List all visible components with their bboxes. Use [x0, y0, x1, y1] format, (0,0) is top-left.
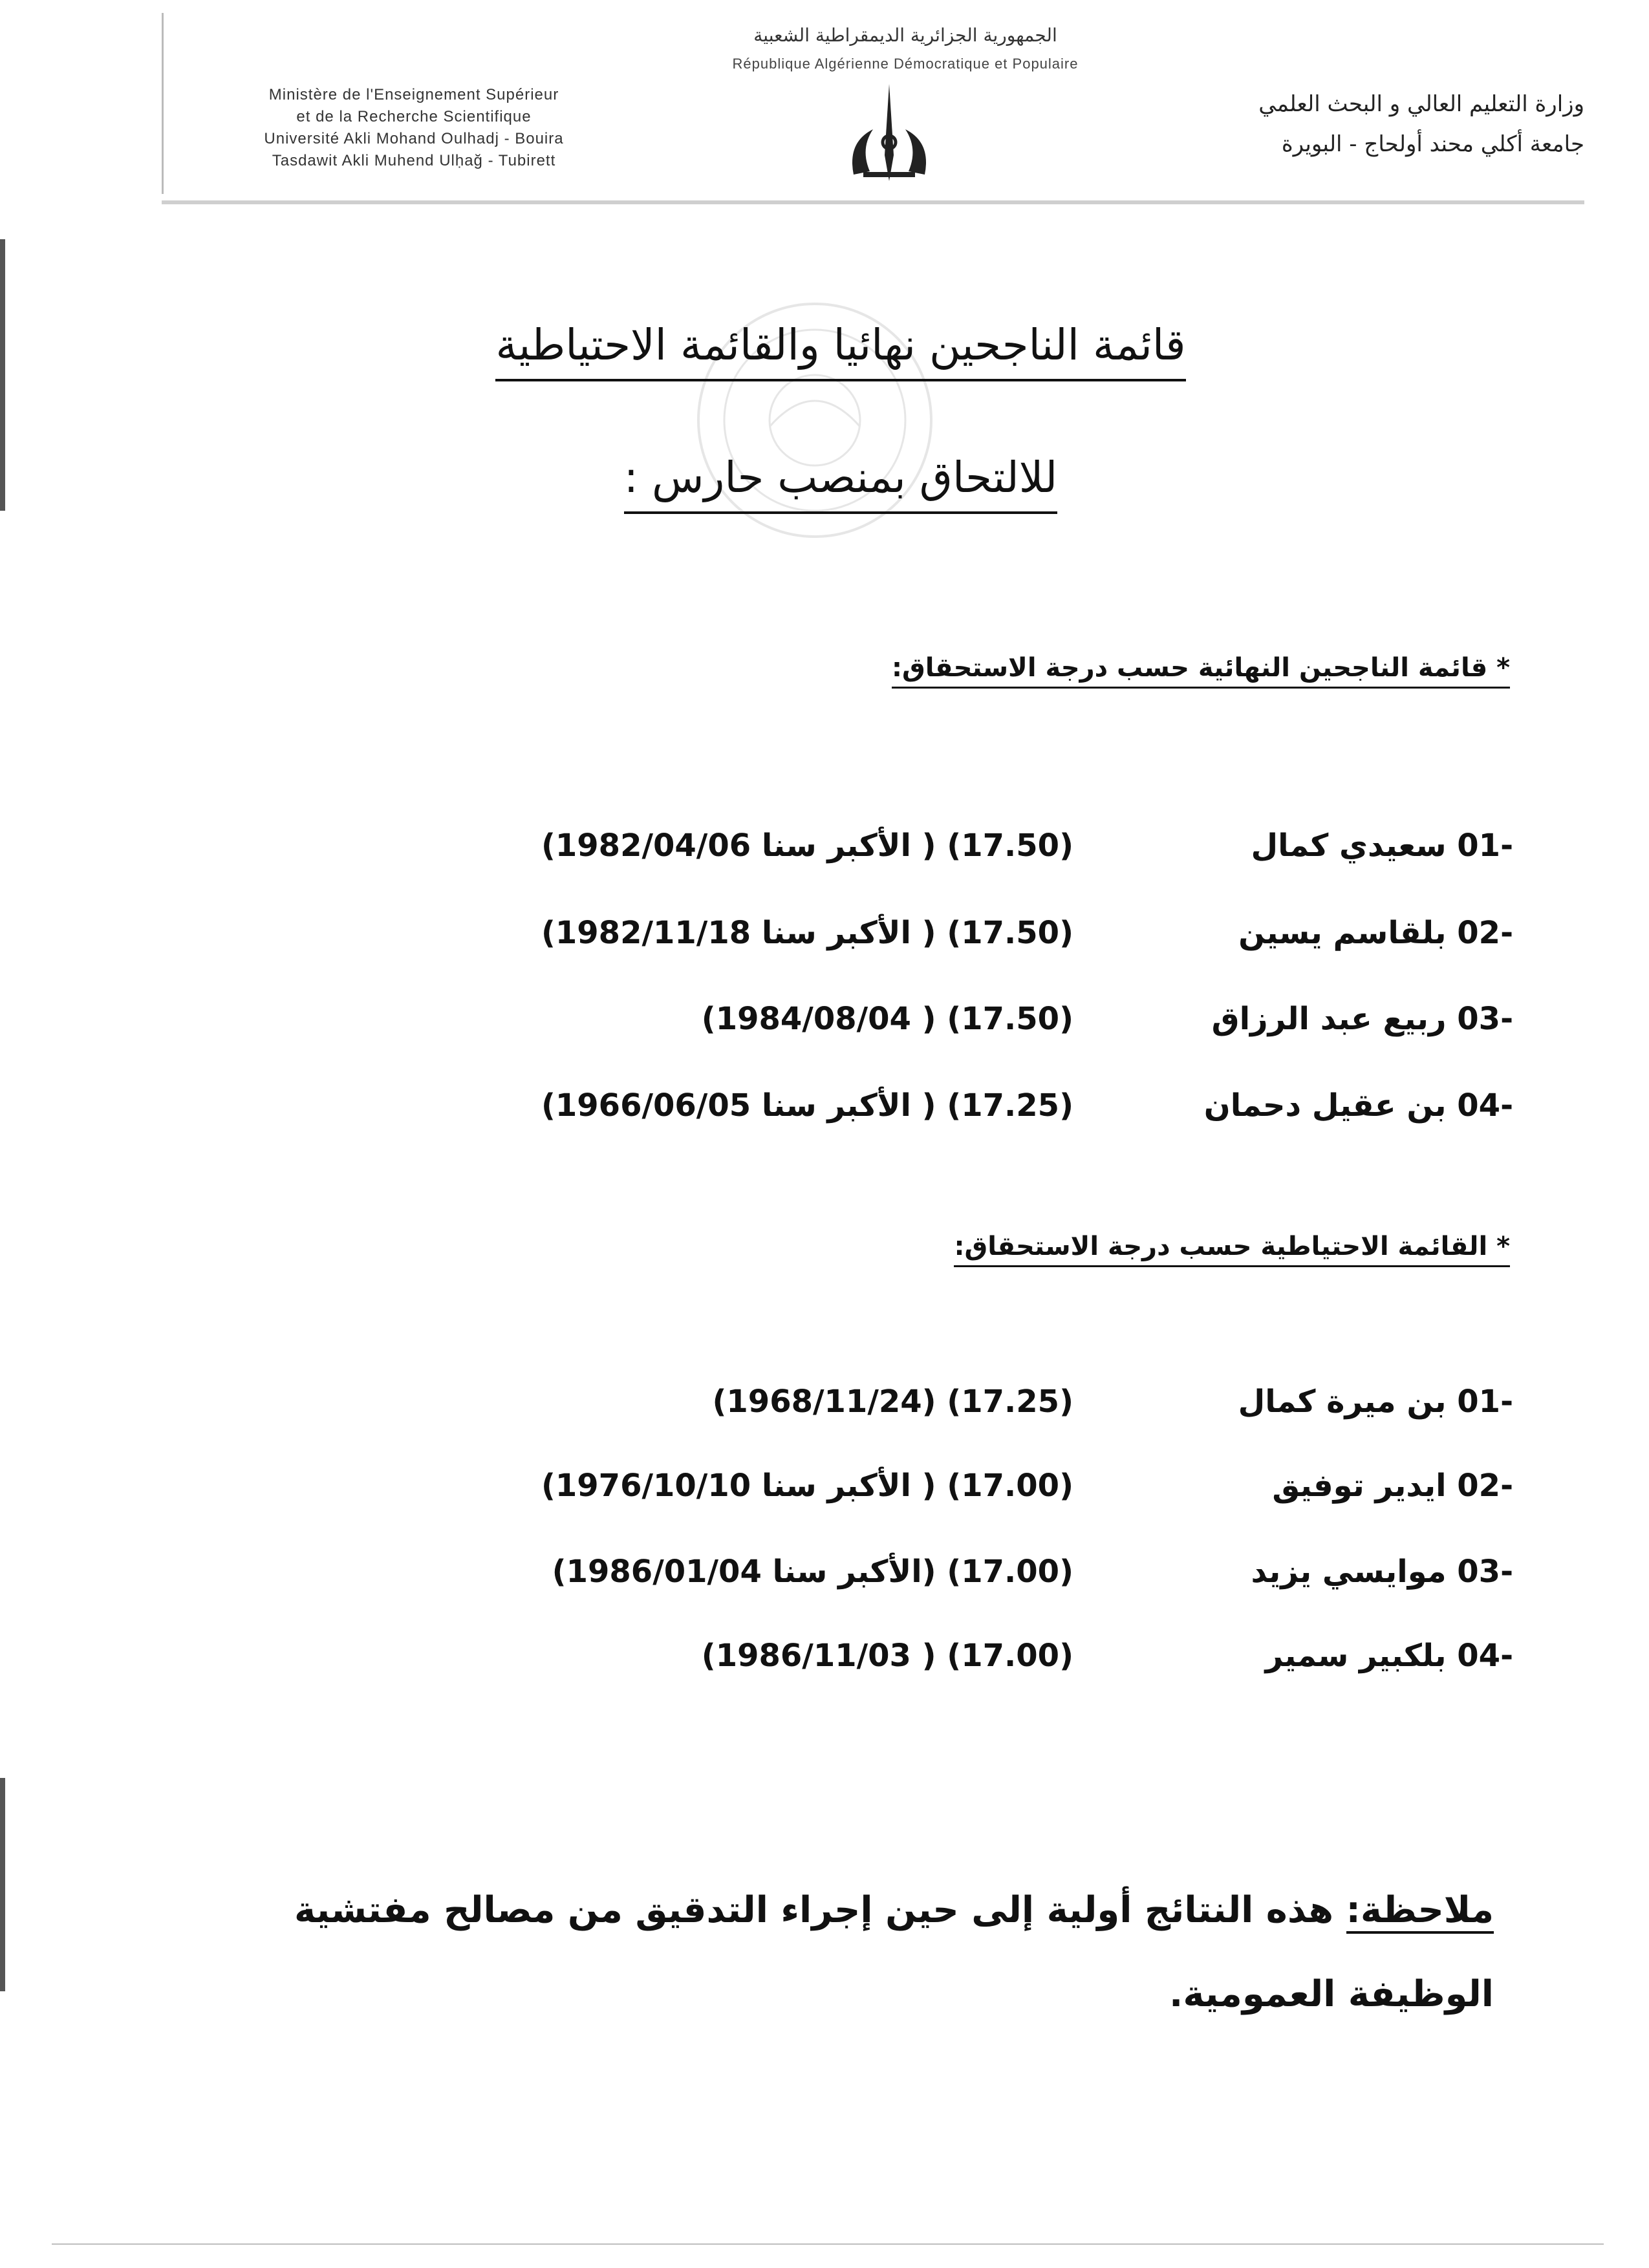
candidate-name: موايسي يزيد	[1251, 1554, 1447, 1590]
candidate	[1265, 1638, 1513, 1674]
letterhead-french-line: Ministère de l'Enseignement Supérieur	[268, 86, 559, 103]
rank-number: -02	[1457, 1468, 1513, 1504]
candidate	[1251, 1554, 1513, 1590]
score-info: (17.50) ( الأكبر سنا 1982/04/06)	[541, 828, 1073, 864]
page-title-text: قائمة الناجحين نهائيا والقائمة الاحتياطية	[495, 320, 1185, 381]
page-title	[388, 320, 1293, 381]
page-subtitle-text: للالتحاق بمنصب حارس :	[624, 453, 1057, 514]
note-label: ملاحظة:	[1346, 1889, 1494, 1934]
candidate-name: بلقاسم يسين	[1238, 915, 1447, 951]
list-item	[453, 1638, 1513, 1689]
score-info: (17.00) ( الأكبر سنا 1976/10/10)	[541, 1468, 1073, 1504]
candidate	[1272, 1468, 1513, 1504]
university-logo-icon	[834, 78, 944, 187]
page-bottom-rule	[52, 2243, 1604, 2245]
reserve-list-heading	[605, 1232, 1510, 1261]
scan-edge-mark	[0, 1778, 5, 1991]
list-item	[453, 1087, 1513, 1139]
candidate	[1212, 1001, 1513, 1037]
candidate-name: ايدير توفيق	[1272, 1468, 1447, 1504]
list-item	[453, 1468, 1513, 1519]
republic-name-french: République Algérienne Démocratique et Populaire	[732, 56, 1079, 72]
letterhead-arabic-line: جامعة أكلي محند أولحاج - البويرة	[1281, 131, 1584, 157]
rank-number: -01	[1457, 1384, 1513, 1420]
score-info: (17.25) ( الأكبر سنا 1966/06/05)	[541, 1087, 1073, 1124]
candidate	[1251, 828, 1513, 864]
reserve-list-heading-text: * القائمة الاحتياطية حسب درجة الاستحقاق:	[954, 1232, 1510, 1267]
score-info: (17.25) (1968/11/24)	[712, 1384, 1073, 1420]
score-info: (17.50) ( 1984/08/04)	[701, 1001, 1073, 1037]
letterhead-french	[194, 84, 634, 172]
letterhead-french-line: Université Akli Mohand Oulhadj - Bouira	[264, 130, 564, 147]
page-subtitle	[388, 453, 1293, 514]
rank-number: -02	[1457, 915, 1513, 951]
rank-number: -01	[1457, 828, 1513, 864]
letterhead-french-line: Tasdawit Akli Muhend Ulḥağ - Tubirett	[272, 152, 556, 169]
rank-number: -04	[1457, 1087, 1513, 1124]
rank-number: -03	[1457, 1001, 1513, 1037]
candidate-name: بلكبير سمير	[1265, 1638, 1447, 1674]
rank-number: -04	[1457, 1638, 1513, 1674]
list-item	[453, 1001, 1513, 1053]
letterhead-french-line: et de la Recherche Scientifique	[296, 108, 532, 125]
candidate	[1238, 1384, 1513, 1420]
note-paragraph	[278, 1868, 1494, 2037]
score-info: (17.00) ( 1986/11/03)	[701, 1638, 1073, 1674]
final-list-heading-text: * قائمة الناجحين النهائية حسب درجة الاستحقاق:	[892, 653, 1510, 689]
candidate-name: بن ميرة كمال	[1238, 1384, 1447, 1420]
final-list-heading	[605, 653, 1510, 683]
letterhead-divider	[162, 13, 164, 194]
list-item	[453, 915, 1513, 967]
candidate	[1238, 915, 1513, 951]
candidate-name: ربيع عبد الرزاق	[1211, 1001, 1447, 1037]
list-item	[453, 1554, 1513, 1605]
republic-name-arabic: الجمهورية الجزائرية الديمقراطية الشعبية	[753, 25, 1057, 46]
note-text: هذه النتائج أولية إلى حين إجراء التدقيق من مصالح مفتشية الوظيفة العمومية.	[294, 1889, 1494, 2015]
scan-edge-mark	[0, 239, 5, 511]
letterhead-arabic-line: وزارة التعليم العالي و البحث العلمي	[1258, 91, 1584, 117]
score-info: (17.50) ( الأكبر سنا 1982/11/18)	[541, 915, 1073, 951]
list-item	[453, 828, 1513, 879]
list-item	[453, 1384, 1513, 1435]
candidate-name: سعيدي كمال	[1251, 828, 1447, 864]
candidate	[1204, 1087, 1513, 1124]
letterhead-arabic	[1132, 84, 1584, 164]
rank-number: -03	[1457, 1554, 1513, 1590]
score-info: (17.00) (الأكبر سنا 1986/01/04)	[552, 1554, 1073, 1590]
candidate-name: بن عقيل دحمان	[1203, 1087, 1447, 1124]
